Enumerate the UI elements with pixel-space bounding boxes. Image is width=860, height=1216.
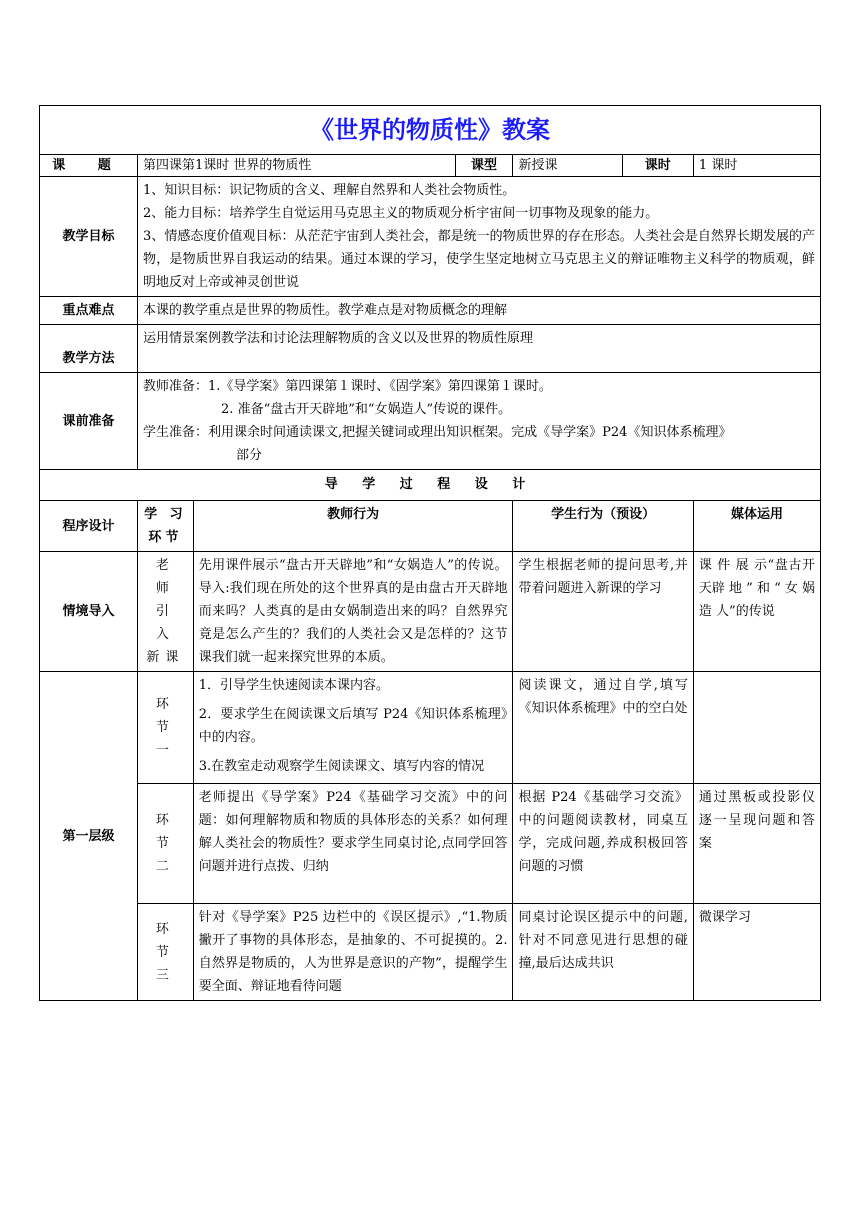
step3-student: 同桌讨论误区提示中的问题,针对不同意见进行思想的碰撞,最后达成共识 — [513, 904, 693, 1001]
step1-media — [693, 672, 820, 784]
intro-program: 情境导入 — [40, 552, 138, 672]
header-program: 程序设计 — [40, 501, 138, 552]
type-value: 新授课 — [513, 155, 622, 177]
document-title: 《世界的物质性》教案 — [40, 106, 821, 155]
topic-value: 第四课第1课时 世界的物质性 — [138, 155, 456, 177]
method-row — [40, 325, 821, 373]
goal-values: 3、情感态度价值观目标：从茫茫宇宙到人类社会，都是统一的物质世界的存在形态。人类社会是自然界长期发展的产物，是物质世界自我运动的结果。通过本课的学习，使学生坚定地树立马克思主义的辩证唯物主义科学的物质观，鲜明地反对上帝或神灵创世说 — [143, 229, 815, 290]
method-text: 运用情景案例教学法和讨论法理解物质的含义以及世界的物质性原理 — [138, 325, 821, 373]
key-points-label: 重点难点 — [40, 297, 138, 325]
key-points-text: 本课的教学重点是世界的物质性。教学难点是对物质概念的理解 — [138, 297, 821, 325]
intro-row — [40, 552, 821, 672]
goal-ability: 2、能力目标：培养学生自觉运用马克思主义的物质观分析宇宙间一切事物及现象的能力。 — [143, 206, 659, 221]
header-teacher: 教师行为 — [193, 501, 513, 552]
step1-label: 环 节 一 — [138, 672, 194, 784]
step3-media: 微课学习 — [693, 904, 820, 1001]
step1-teacher-1: 1．引导学生快速阅读本课内容。 — [198, 678, 390, 693]
topic-label: 课 题 — [40, 155, 138, 177]
hours-value: 1 课时 — [693, 155, 820, 177]
header-student: 学生行为（预设） — [513, 501, 693, 552]
intro-teacher: 先用课件展示“盘古开天辟地”和“女娲造人”的传说。导入:我们现在所处的这个世界真的是由盘古开天辟地而来吗？人类真的是由女娲制造出来的吗？自然界究竟是怎么产生的？我们的人类社会又是怎样的？这节课我们就一起来探究世界的本质。 — [193, 552, 513, 672]
level1-step2-row — [40, 784, 821, 904]
step2-media: 通过黑板或投影仪逐一呈现问题和答案 — [693, 784, 820, 904]
lesson-plan-table — [39, 105, 821, 1001]
step1-teacher-3: 3.在教室走动观察学生阅读课文、填写内容的情况 — [198, 759, 485, 774]
step3-teacher: 针对《导学案》P25 边栏中的《误区提示》,“1.物质撇开了事物的具体形态，是抽象的、不可捉摸的。2.自然界是物质的，人为世界是意识的产物”，提醒学生要全面、辩证地看待问题 — [193, 904, 513, 1001]
header-step: 学 习 环节 — [138, 501, 194, 552]
prep-student-2: 部分 — [236, 448, 263, 463]
hours-label: 课时 — [622, 155, 693, 177]
design-title-row — [40, 470, 821, 501]
level1-program: 第一层级 — [40, 672, 138, 1001]
prep-row — [40, 373, 821, 470]
goals-label: 教学目标 — [40, 177, 138, 297]
header-media: 媒体运用 — [693, 501, 820, 552]
prep-content — [138, 373, 821, 470]
method-label: 教学方法 — [40, 325, 138, 373]
step2-teacher: 老师提出《导学案》P24《基础学习交流》中的问题：如何理解物质和物质的具体形态的关系？如何理解人类社会的物质性？要求学生同桌讨论,点同学回答问题并进行点拨、归纳 — [193, 784, 513, 904]
goals-content — [138, 177, 821, 297]
key-points-row — [40, 297, 821, 325]
prep-label: 课前准备 — [40, 373, 138, 470]
level1-step3-row — [40, 904, 821, 1001]
intro-student: 学生根据老师的提问思考,并带着问题进入新课的学习 — [513, 552, 693, 672]
title-row — [40, 106, 821, 155]
info-row — [40, 155, 821, 177]
level1-step1-row — [40, 672, 821, 784]
goals-row — [40, 177, 821, 297]
step1-student: 阅读课文，通过自学,填写《知识体系梳理》中的空白处 — [513, 672, 693, 784]
step1-teacher — [193, 672, 513, 784]
step2-student: 根据 P24《基础学习交流》中的问题阅读教材，同桌互学，完成问题,养成积极回答问题的习惯 — [513, 784, 693, 904]
intro-media: 课 件 展 示“盘古开天辟 地 ” 和 “ 女 娲 造 人”的传说 — [693, 552, 820, 672]
step3-label: 环 节 三 — [138, 904, 194, 1001]
design-title: 导 学 过 程 设 计 — [40, 470, 821, 501]
step2-label: 环 节 二 — [138, 784, 194, 904]
design-header-row — [40, 501, 821, 552]
goal-knowledge: 1、知识目标：识记物质的含义、理解自然界和人类社会物质性。 — [143, 183, 516, 198]
prep-teacher-1: 教师准备：1.《导学案》第四课第１课时、《固学案》第四课第１课时。 — [143, 379, 552, 394]
prep-teacher-2: 2. 准备“盘古开天辟地”和“女娲造人”传说的课件。 — [221, 402, 512, 417]
prep-student-1: 学生准备：利用课余时间通读课文,把握关键词或理出知识框架。完成《导学案》P24《知识体系梳理》 — [143, 425, 732, 440]
step1-teacher-2: 2．要求学生在阅读课文后填写 P24《知识体系梳理》中的内容。 — [198, 707, 508, 745]
type-label: 课型 — [455, 155, 513, 177]
intro-step: 老 师 引 入 新课 — [138, 552, 194, 672]
